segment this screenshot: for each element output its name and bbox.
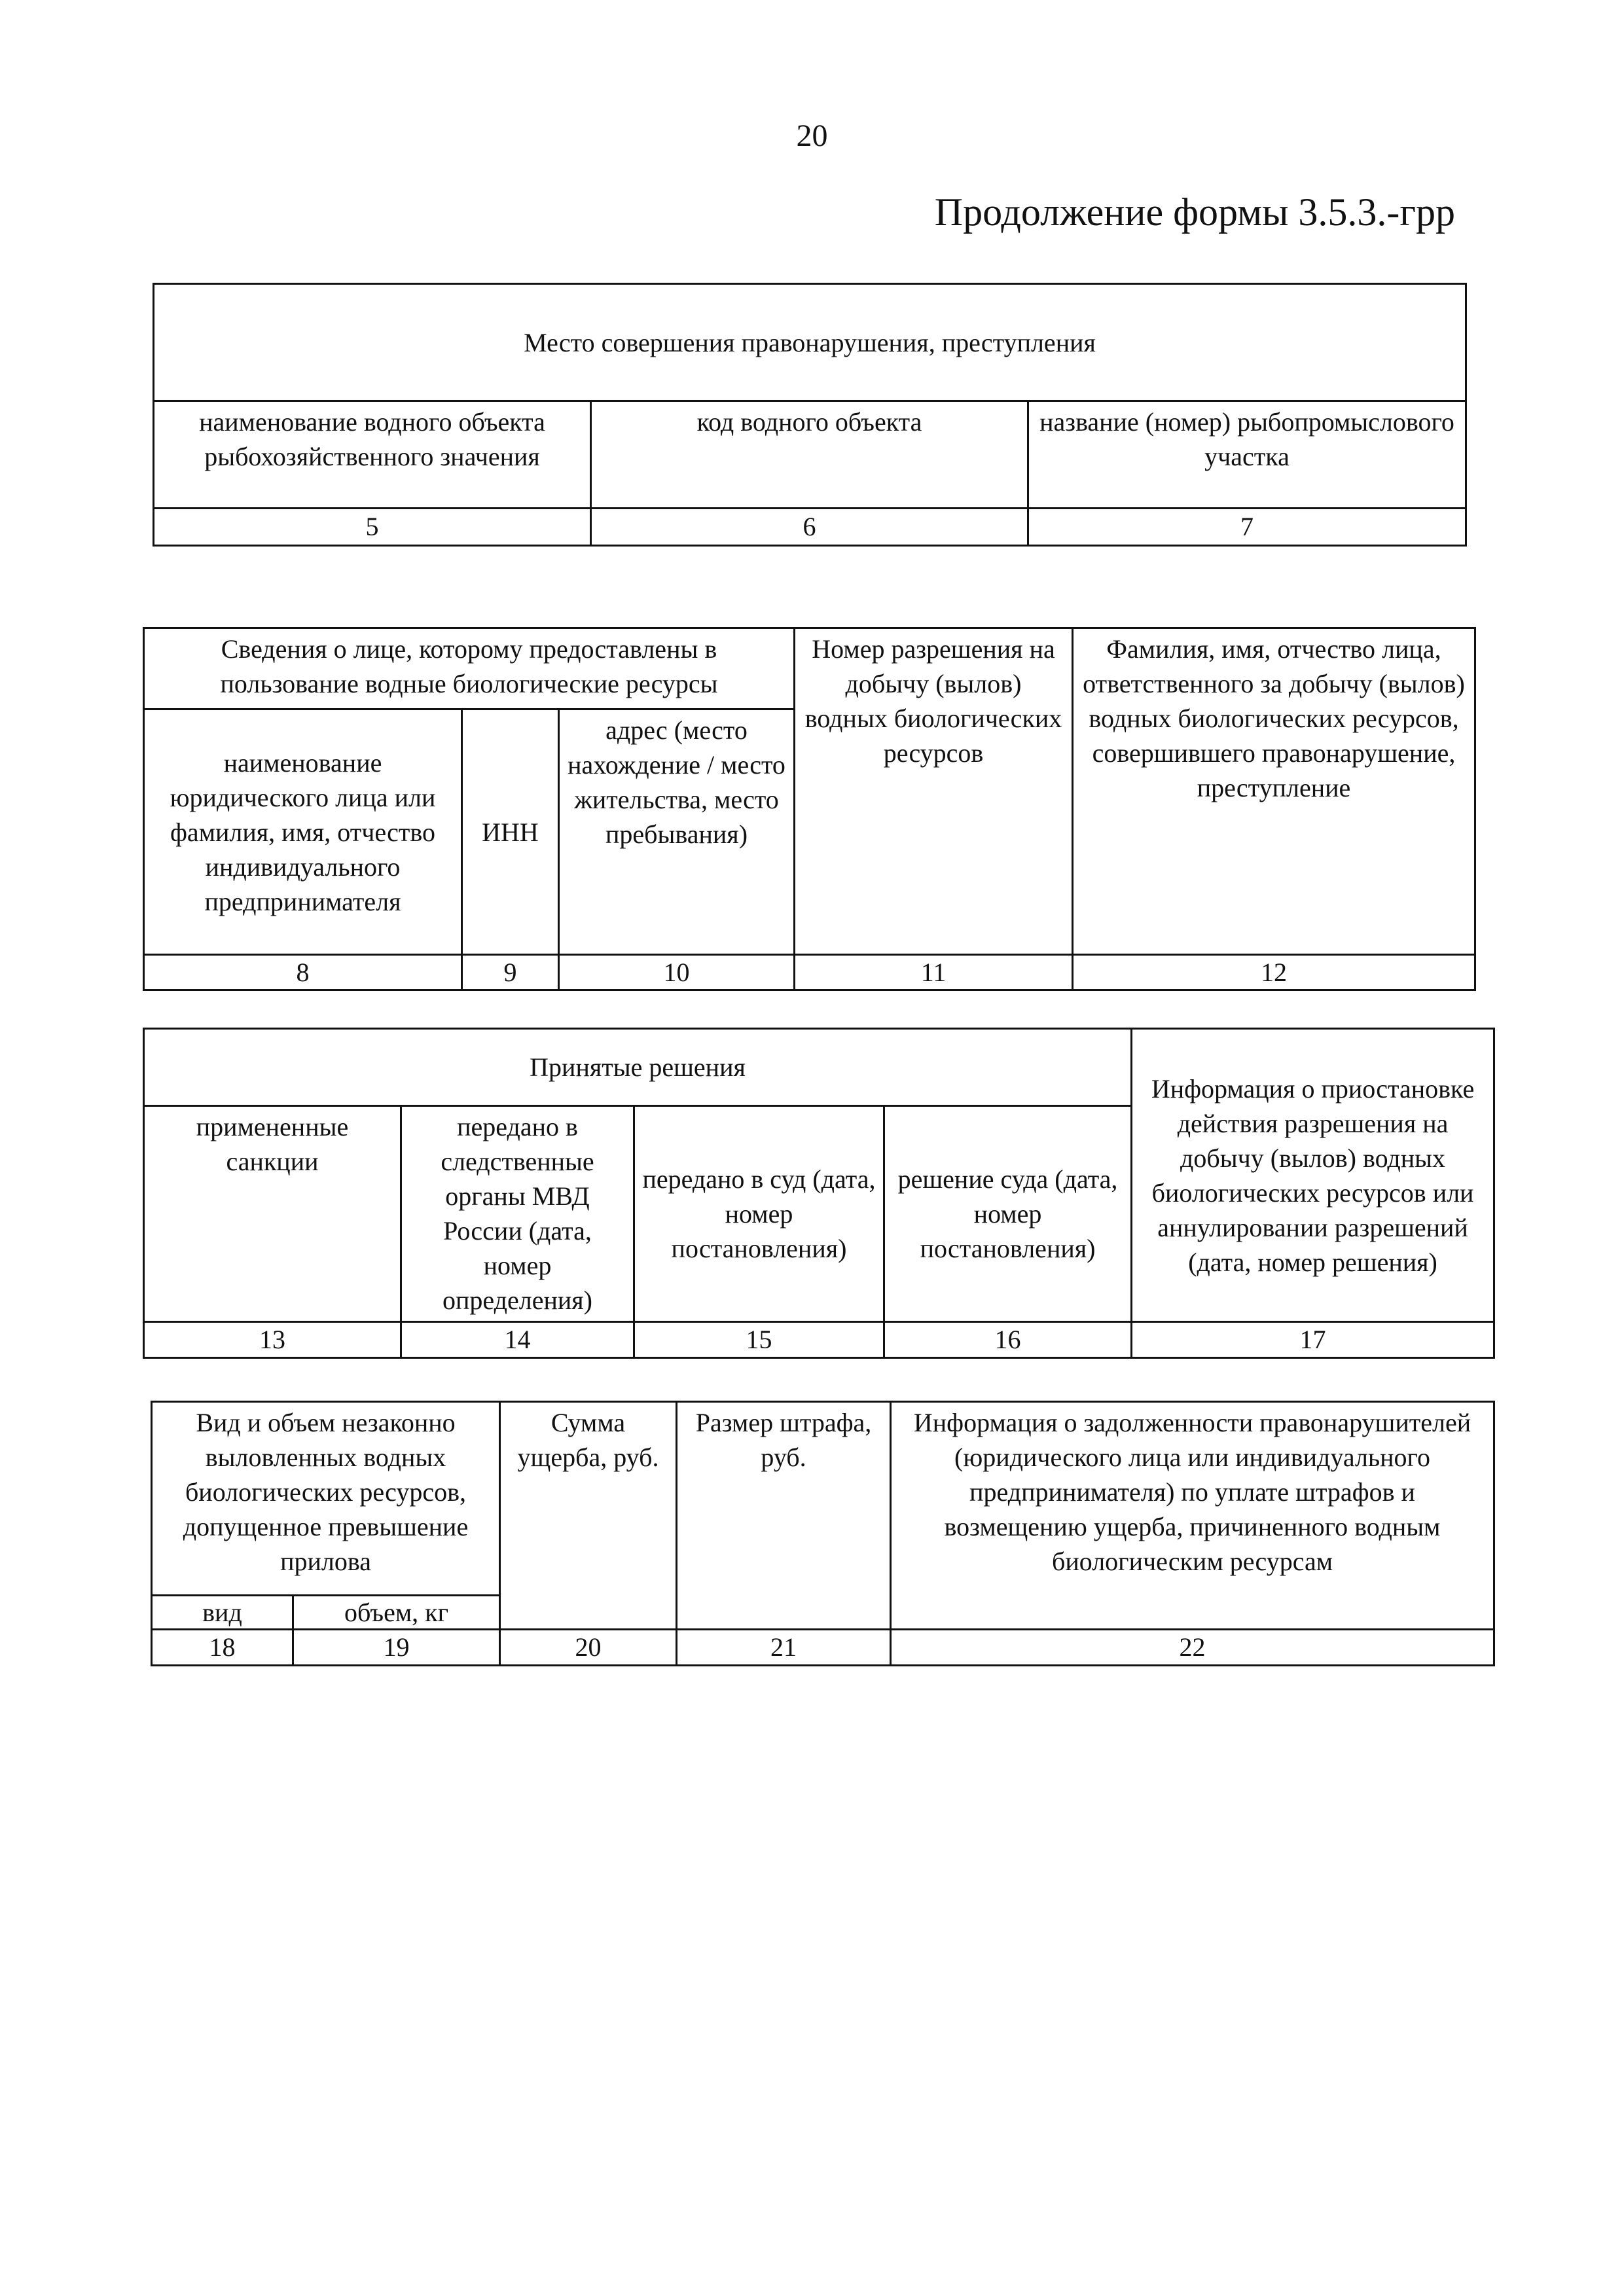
column-number: 14 (401, 1322, 634, 1358)
permit-number-header: Номер разрешения на добычу (вылов) водных биологических ресурсов (795, 628, 1073, 955)
column-number: 13 (144, 1322, 401, 1358)
decisions-group-header: Принятые решения (144, 1029, 1132, 1106)
column-number: 18 (152, 1630, 293, 1666)
column-number: 11 (795, 955, 1073, 990)
fine-amount-header: Размер штрафа, руб. (677, 1402, 891, 1630)
form-title: Продолжение формы 3.5.3.-грр (934, 190, 1455, 234)
column-number: 15 (634, 1322, 884, 1358)
court-decision-header: решение суда (дата, номер постановления) (884, 1106, 1132, 1322)
offense-location-table (153, 283, 1467, 547)
address-header: адрес (место нахождение / место жительства, место пребывания) (559, 709, 795, 955)
column-number: 9 (462, 955, 559, 990)
illegal-catch-table (151, 1401, 1495, 1666)
resource-user-table (143, 627, 1476, 991)
page-number: 20 (796, 118, 828, 153)
entity-name-header: наименование юридического лица или фамилия, имя, отчество индивидуального предпринимателя (144, 709, 462, 955)
column-number: 10 (559, 955, 795, 990)
column-number: 16 (884, 1322, 1132, 1358)
water-body-code-header: код водного объекта (591, 401, 1028, 509)
column-number: 22 (891, 1630, 1494, 1666)
resource-user-group-header: Сведения о лице, которому предоставлены в пользование водные биологические ресурсы (144, 628, 795, 709)
decisions-table (143, 1028, 1495, 1359)
debt-info-header: Информация о задолженности правонарушителей (юридического лица или индивидуального предпринимателя) по уплате штрафов и возмещению ущерба, причиненного водным биологическим ресурсам (891, 1402, 1494, 1630)
fishing-area-header: название (номер) рыбопромыслового участка (1028, 401, 1466, 509)
illegal-catch-group-header: Вид и объем незаконно выловленных водных биологических ресурсов, допущенное превышение прилова (152, 1402, 500, 1596)
species-header: вид (152, 1596, 293, 1630)
damage-amount-header: Сумма ущерба, руб. (500, 1402, 677, 1630)
column-number: 7 (1028, 509, 1466, 546)
investigative-bodies-header: передано в следственные органы МВД России (дата, номер определения) (401, 1106, 634, 1322)
column-number: 6 (591, 509, 1028, 546)
column-number: 17 (1132, 1322, 1494, 1358)
column-number: 20 (500, 1630, 677, 1666)
permit-suspension-header: Информация о приостановке действия разрешения на добычу (вылов) водных биологических ресурсов или аннулировании разрешений (дата, номер решения) (1132, 1029, 1494, 1322)
water-body-name-header: наименование водного объекта рыбохозяйственного значения (154, 401, 591, 509)
column-number: 8 (144, 955, 462, 990)
sanctions-header: примененные санкции (144, 1106, 401, 1322)
column-number: 19 (293, 1630, 500, 1666)
inn-header: ИНН (462, 709, 559, 955)
responsible-person-header: Фамилия, имя, отчество лица, ответственного за добычу (вылов) водных биологических ресурсов, совершившего правонарушение, преступление (1073, 628, 1475, 955)
column-number: 12 (1073, 955, 1475, 990)
offense-location-header: Место совершения правонарушения, преступления (154, 284, 1466, 401)
column-number: 21 (677, 1630, 891, 1666)
court-referral-header: передано в суд (дата, номер постановления) (634, 1106, 884, 1322)
column-number: 5 (154, 509, 591, 546)
volume-header: объем, кг (293, 1596, 500, 1630)
